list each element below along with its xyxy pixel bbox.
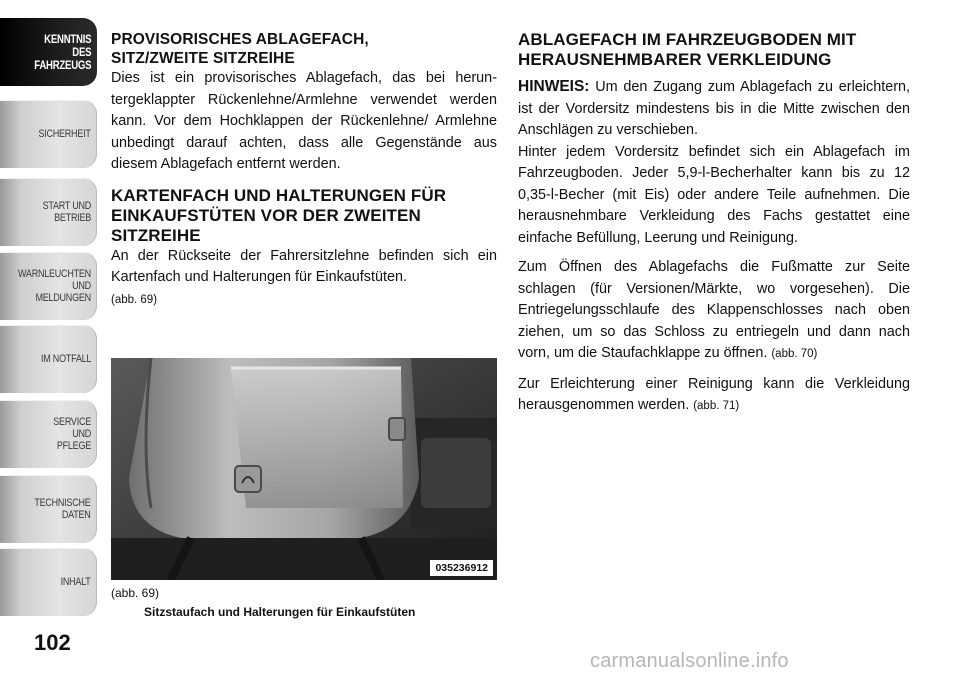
tab-label: KENNTNIS DES FAHRZEUGS	[33, 31, 91, 72]
tab-label: WARNLEUCHTEN UND MELDUNGEN	[18, 268, 91, 304]
tab-technische-daten[interactable]	[0, 475, 97, 543]
section-title-provisional-storage	[111, 30, 497, 68]
title-line: PROVISORISCHES ABLAGEFACH,	[111, 31, 369, 48]
tab-start-und-betrieb[interactable]	[0, 178, 97, 246]
tab-kenntnis-des-fahrzeugs[interactable]	[0, 18, 97, 86]
title-line: ABLAGEFACH IM FAHRZEUGBODEN MIT	[518, 30, 857, 49]
paragraph-open-compartment	[518, 257, 910, 366]
figure-reference: (abb. 70)	[771, 348, 818, 360]
figure-caption: Sitzstaufach und Halterungen für Einkaufstüten	[144, 605, 416, 619]
left-column	[111, 30, 497, 311]
page-number: 102	[34, 630, 71, 655]
tab-im-notfall[interactable]	[0, 325, 97, 393]
paragraph-floor-compartment: Hinter jedem Vordersitz befindet sich ein Ablagefach im Fahrzeugboden. Jeder 5,9-l-Becherhalter kann bis zu 12 0,35-l-Becher (mit Eis) oder andere Teile aufnehmen. Die herausnehmbare Verkleidung des Fachs gestattet eine einfache Befüllung, Leerung und Reinigung.	[518, 143, 910, 246]
note-paragraph	[518, 76, 910, 142]
figure-seat-back-photo	[111, 358, 497, 580]
chapter-tab-sidebar	[0, 0, 98, 678]
paragraph-clean-liner	[518, 374, 910, 418]
body-text: An der Rückseite der Fahrersitzlehne befinden sich ein Kartenfach und Halterungen für Einkaufstüten.	[111, 247, 497, 285]
watermark-text: carmanualsonline.info	[590, 650, 789, 672]
tab-service-und-pflege[interactable]	[0, 400, 97, 468]
title-line: SITZ/ZWEITE SITZREIHE	[111, 50, 295, 67]
tab-label: SERVICE UND PFLEGE	[53, 416, 91, 452]
seat-back-illustration	[111, 358, 497, 580]
title-line: EINKAUFSTÜTEN VOR DER ZWEITEN	[111, 205, 421, 225]
tab-label: START UND BETRIEB	[42, 200, 91, 224]
section-body-provisional-storage: Dies ist ein provisorisches Ablagefach, das bei heruntergeklappter Rückenlehne/Armlehne verwendet werden kann. Vor dem Hochklappen der Rückenlehne/ Armlehne unbedingt darauf achten, dass alle Gegenstände aus diesem Ablagefach entfernt werden.	[111, 70, 497, 172]
section-body-map-pocket	[111, 246, 497, 312]
tab-inhalt[interactable]	[0, 548, 97, 616]
tab-label: TECHNISCHE DATEN	[34, 497, 91, 521]
figure-label: (abb. 69)	[111, 586, 160, 600]
tab-label: INHALT	[61, 576, 91, 588]
title-line: SITZREIHE	[111, 225, 201, 245]
title-line: HERAUSNEHMBARER VERKLEIDUNG	[518, 50, 832, 69]
note-text: Um den Zugang zum Ablagefach zu erleichtern, ist der Vordersitz mindestens bis in die Mitte zwischen den Anschlägen zu verschieben.	[518, 79, 910, 138]
tab-label: SICHERHEIT	[38, 128, 91, 140]
figure-reference: (abb. 69)	[111, 293, 158, 306]
section-title-floor-storage	[518, 30, 910, 70]
body-text: Zur Erleichterung einer Reinigung kann die Verkleidung herausgenommen werden.	[518, 375, 910, 413]
note-label: HINWEIS:	[518, 78, 590, 95]
right-column	[518, 30, 910, 418]
figure-code: 035236912	[430, 560, 493, 576]
tab-sicherheit[interactable]	[0, 100, 97, 168]
figure-reference: (abb. 71)	[693, 400, 740, 412]
title-line: KARTENFACH UND HALTERUNGEN FÜR	[111, 185, 447, 205]
section-title-map-pocket	[111, 186, 497, 246]
body-text: Zum Öffnen des Ablagefachs die Fußmatte zur Seite schlagen (für Versionen/Märkte, wo vorgesehen). Die Entriegelungsschlaufe des Klappenschlosses nach oben ziehen, um so das Schloss zu entriegeln und dann nach vorn, um die Staufachklappe zu öffnen.	[518, 259, 910, 361]
tab-warnleuchten-und-meldungen[interactable]	[0, 252, 97, 320]
tab-label: IM NOTFALL	[40, 353, 91, 365]
